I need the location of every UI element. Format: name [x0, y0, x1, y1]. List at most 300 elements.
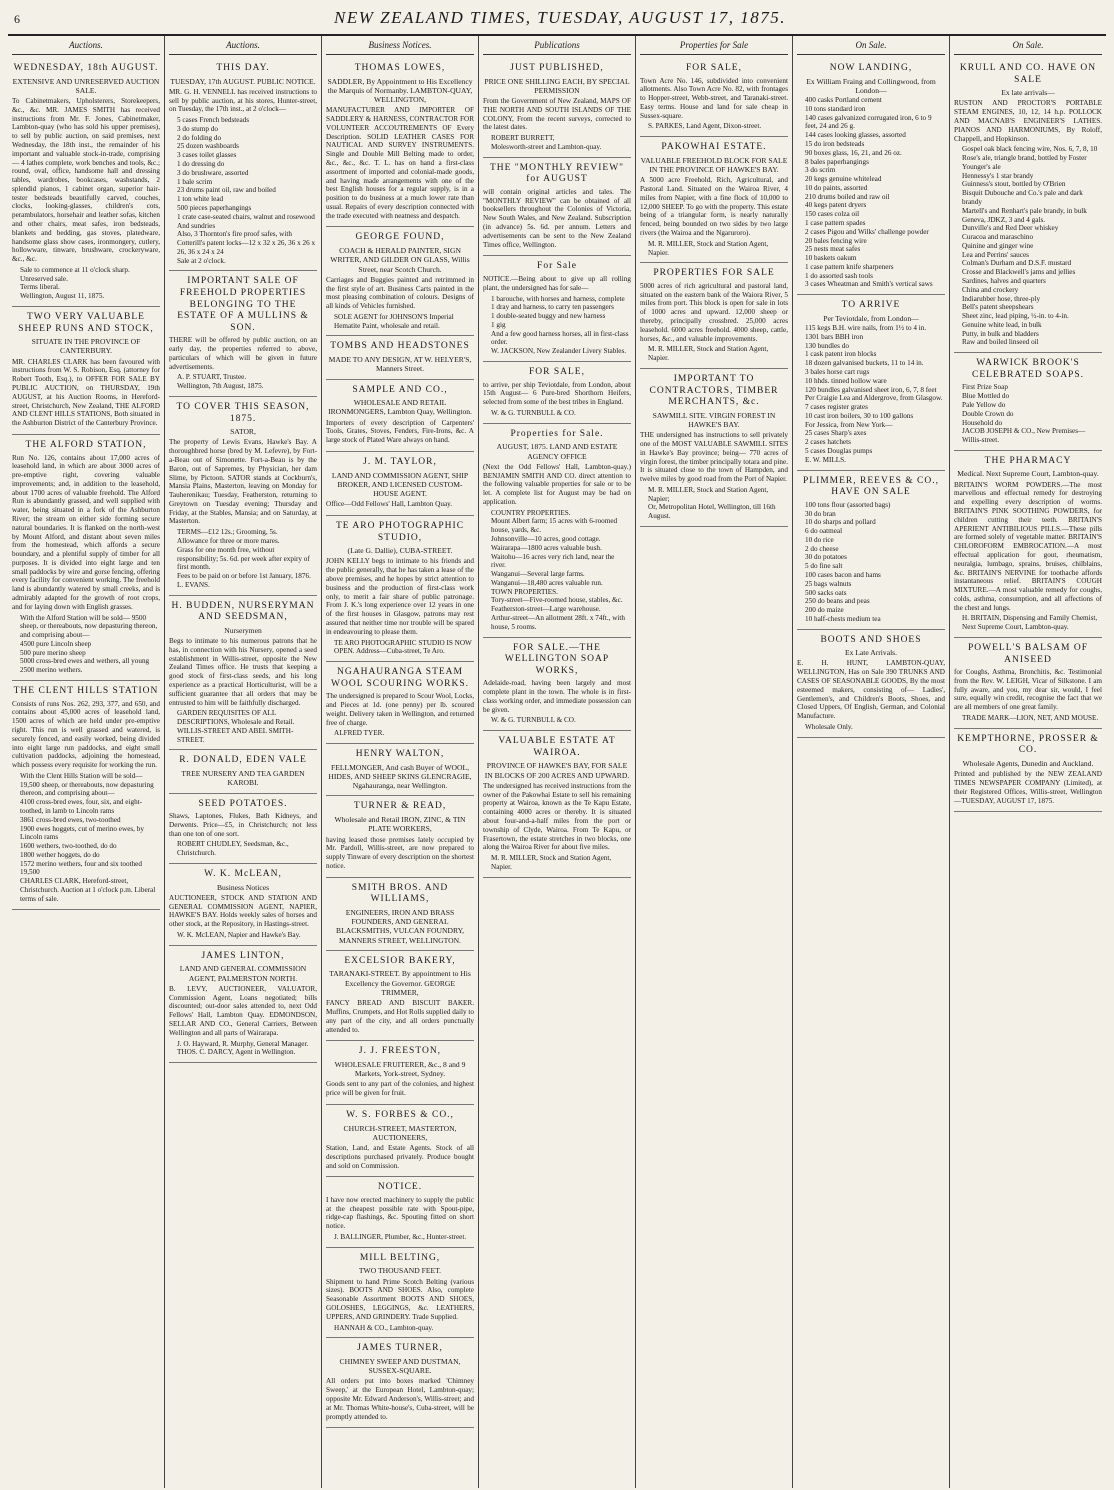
ad-subtitle: Wholesale Agents, Dunedin and Auckland.: [962, 758, 1094, 768]
ad-line-list: [491, 409, 631, 418]
ad-title: PLIMMER, REEVES & CO., HAVE ON SALE: [802, 475, 939, 498]
advertisement: [12, 58, 160, 307]
column-heading: On Sale.: [797, 38, 945, 55]
ad-body: Town Acre No. 146, subdivided into convenient allotments. Also Town Acre No. 82, with frontages to Hopper-street, Webb-street, and Taranaki-street. Easy terms. House and land for sale cheap in Sussex-square.: [640, 76, 788, 120]
ad-title: H. BUDDEN, NURSERYMAN AND SEEDSMAN,: [171, 600, 315, 623]
ad-body: Printed and published by the NEW ZEALAND TIMES NEWSPAPER COMPANY (Limited), at their Registered Offices, Willis-street, Wellington—TUESDAY, AUGUST 17, 1875.: [954, 770, 1102, 805]
ad-title: JUST PUBLISHED,: [510, 62, 604, 73]
ad-line: ROBERT CHUDLEY, Seedsman, &c., Christchurch.: [177, 840, 289, 858]
ad-subtitle: COACH & HERALD PAINTER, SIGN WRITER, AND GILDER ON GLASS, Willis Street, near Scotch Church.: [330, 246, 470, 274]
ad-body: Office—Odd Fellows' Hall, Lambton Quay.: [326, 500, 453, 509]
ad-title: HENRY WALTON,: [355, 749, 445, 760]
ad-line-list: [491, 509, 631, 632]
ad-body: RUSTON AND PROCTOR'S PORTABLE STEAM ENGINES, 10, 12, 14 h.p. POLLOCK AND MACNAB'S ENGINEER'S LATHES. PIANOS AND HARMONIUMS, By Roloff, Chappell, and Hopkinson.: [954, 99, 1102, 143]
ad-line: 130 bundles do: [805, 341, 849, 350]
ad-line: 25 bags walnuts: [805, 579, 852, 588]
ad-body: THE undersigned has instructions to sell privately one of the MOST VALUABLE SAWMILL SITES in Hawke's Bay province; being— 770 acres of virgin forest, the timber principally totara and pine. It is situated close to the town of Hampden, and twelve miles by good road from the Port of Napier.: [640, 431, 788, 484]
ad-line: 30 do potatoes: [805, 553, 847, 562]
ad-line: 15 do iron bedsteads: [805, 139, 865, 148]
advertisement: [483, 362, 631, 424]
advertisement: [326, 58, 474, 227]
ad-line: 1 do dressing do: [177, 160, 225, 169]
ad-line: Crosse and Blackwell's jams and jellies: [962, 268, 1076, 277]
ad-line: Martell's and Renhart's pale brandy, in bulk: [962, 206, 1087, 215]
ad-body: 5000 acres of rich agricultural and pastoral land, situated on the eastern bank of the Waiora River, 5 miles from port. This block is open for sale in lots of 1000 acres and upward. 12,000 sheep or thereby, principally crossbred. 25,000 acres leasehold. 6000 acres freehold. 4000 sheep, cattle, horses, &c., and valuable improvements.: [640, 281, 788, 343]
ad-title: IMPORTANT SALE OF FREEHOLD PROPERTIES BELONGING TO THE ESTATE OF A MULLINS & SON.: [177, 276, 309, 333]
ad-title: For Sale: [537, 261, 577, 272]
ad-line-list: [177, 709, 317, 744]
ad-line-list: [334, 639, 474, 657]
ad-line: 1 dray and harness, to carry ten passengers: [491, 303, 614, 312]
ad-line: Bell's patent sheepshears: [962, 303, 1034, 312]
ad-title: FOR SALE,: [686, 62, 742, 73]
ad-line-list: [177, 931, 317, 940]
ad-line: 2 do cheese: [805, 544, 839, 553]
ad-line: 3861 cross-bred ewes, two-toothed: [20, 815, 121, 824]
ad-title: R. DONALD, EDEN VALE: [179, 755, 307, 766]
masthead-title: NEW ZEALAND TIMES, TUESDAY, AUGUST 17, 1875.: [333, 8, 786, 27]
advertisement: [169, 864, 317, 946]
ad-line: 140 cases galvanized corrugated iron, 6 to 9 feet, 24 and 26 g.: [805, 113, 932, 131]
ad-body: MANUFACTURER AND IMPORTER OF SADDLERY & HARNESS, CONTRACTOR FOR VOLUNTEER ACCOUTREMENTS OF Every Description. SOLID LEATHER CASES FOR NAUTICAL AND SURVEY INSTRUMENTS. Single and Double Mill Belting made to order, &c., &c., &c. T. L. has on hand a first-class assortment of imported and colonial-made goods, and having made arrangements with one of the best English houses for a regular supply, is in a position to do business at a much lower rate than usual. Repairs of every description connected with the trade executed with neatness and despatch.: [326, 106, 474, 220]
ad-body: (Next the Odd Fellows' Hall, Lambton-quay.) BENJAMIN SMITH AND CO. direct attention to the following valuable properties for sale or to be let. A complete list for August may be had on application.: [483, 462, 631, 506]
ad-title: TO COVER THIS SEASON, 1875.: [176, 402, 310, 424]
ad-line: Molesworth-street and Lambton-quay.: [491, 142, 602, 151]
ad-title: NOTICE.: [377, 1182, 423, 1193]
ad-line: Johnsonville—10 acres, good cottage.: [491, 535, 601, 543]
ad-line: 3 do scrim: [805, 166, 836, 175]
ad-line: W. & G. TURNBULL & CO.: [491, 716, 576, 725]
ad-line: 10 half-chests medium tea: [805, 614, 881, 623]
ad-body: FANCY BREAD AND BISCUIT BAKER. Muffins, Crumpets, and Hot Rolls supplied daily to any part of the city, and all orders punctually attended to.: [326, 999, 474, 1034]
advertisement: [483, 731, 631, 877]
ad-title: SEED POTATOES.: [198, 798, 288, 809]
ad-subtitle: ENGINEERS, IRON AND BRASS FOUNDERS, AND GENERAL BLACKSMITHS, VULCAN FOUNDRY, MANNERS STREET, WELLINGTON.: [336, 907, 464, 945]
ad-line: ALFRED TYER.: [334, 729, 385, 738]
ad-line-list: [177, 116, 317, 265]
ad-subtitle: Wholesale and Retail IRON, ZINC, & TIN PLATE WORKERS,: [334, 815, 466, 834]
ad-line: W. K. McLEAN, Napier and Hawke's Bay.: [177, 930, 301, 939]
advertisement: [640, 263, 788, 369]
ad-line: Bisquit Dubouche and Co.'s pale and dark brandy: [962, 189, 1083, 206]
advertisement: [169, 271, 317, 397]
ad-line-list: [177, 1040, 317, 1058]
ad-line: J. BALLINGER, Plumber, &c., Hunter-street.: [334, 1233, 467, 1242]
advertisement: [326, 1248, 474, 1339]
ad-line: 4100 cross-bred ewes, four, six, and eight-toothed, in lamb to Lincoln rams: [20, 798, 143, 815]
ad-title: Properties for Sale.: [510, 428, 604, 439]
ad-subtitle: CHURCH-STREET, MASTERTON, AUCTIONEERS,: [343, 1123, 457, 1142]
ad-line: 100 tons flour (assorted bags): [805, 500, 891, 509]
ad-subtitle: Medical. Next Supreme Court, Lambton-quay.: [957, 469, 1099, 479]
ad-subtitle: TARANAKI-STREET. By appointment to His Excellency the Governor. GEORGE TRIMMER,: [329, 969, 471, 997]
advertisement: [326, 1177, 474, 1247]
ad-line: Geneva, JDKZ, 3 and 4 gals.: [962, 215, 1046, 224]
ad-line-list: [805, 723, 945, 732]
ad-line: 10 do paints, assorted: [805, 183, 868, 192]
ad-line: 250 do beans and peas: [805, 597, 870, 606]
ad-title: JAMES LINTON,: [201, 950, 285, 961]
ad-body: THERE will be offered by public auction, on an early day, the properties referred to above, particulars of which will be given in future advertisements.: [169, 336, 317, 371]
ad-subtitle: CHIMNEY SWEEP AND DUSTMAN, SUSSEX-SQUARE.: [339, 1356, 461, 1376]
ad-line: Indiarubber hose, three-ply: [962, 294, 1041, 303]
ad-line: 2 do folding do: [177, 133, 222, 142]
ad-line: Terms liberal.: [20, 283, 60, 292]
ad-line: 2 cases hatchets: [805, 438, 851, 447]
ad-title: TE ARO PHOTOGRAPHIC STUDIO,: [335, 521, 465, 543]
ad-subtitle: Business Notices: [216, 882, 270, 892]
ad-subtitle: TREE NURSERY AND TEA GARDEN KAROBI.: [181, 769, 305, 788]
ad-line: 1 cask patent iron blocks: [805, 350, 877, 359]
ad-line: Or, Metropolitan Hotel, Wellington, till 16th August.: [648, 503, 776, 521]
ad-line-list: [648, 486, 788, 521]
ad-line: M. R. MILLER, Stock and Station Agent, Napier.: [491, 854, 612, 871]
ad-line: TERMS—£12 12s.; Grooming, 5s.: [177, 528, 278, 537]
ad-line: 5 cases French bedsteads: [177, 116, 250, 125]
ad-line: HANNAH & CO., Lambton-quay.: [334, 1323, 434, 1332]
columns-container: [8, 36, 1106, 1488]
ad-line: 5 cases Douglas pumps: [805, 447, 873, 455]
advertisement: [797, 471, 945, 630]
ad-line: 1 ton white lead: [177, 195, 224, 204]
advertisement: [12, 681, 160, 910]
ad-line: 115 kegs B.H. wire nails, from 1½ to 4 in.: [805, 324, 927, 333]
column-6: [793, 36, 950, 1488]
ad-body: to arrive, per ship Teviotdale, from London, about 15th August— 6 Pure-bred Shorthorn Heifers, selected from some of the best tribes in England.: [483, 380, 631, 407]
advertisement: [169, 596, 317, 751]
advertisement: [326, 336, 474, 379]
ad-line: 7 cases register grates: [805, 403, 868, 412]
ad-line: Guinness's stout, bottled by O'Brien: [962, 180, 1066, 189]
ad-line: 1301 bars BBH iron: [805, 332, 864, 341]
column-heading: Auctions.: [169, 38, 317, 55]
ad-line: 90 boxes glass, 16, 21, and 26 oz.: [805, 148, 902, 157]
ad-title: PAKOWHAI ESTATE.: [661, 142, 767, 153]
ad-subtitle: SADDLER, By Appointment to His Excellency the Marquis of Normanby. LAMBTON-QUAY, WELLINGTON,: [327, 76, 473, 105]
ad-title: NOW LANDING,: [829, 62, 913, 73]
column-7: [950, 36, 1106, 1488]
ad-line: 30 do bran: [805, 509, 836, 518]
column-1: [8, 36, 165, 1488]
ad-line: 1 bale scrim: [177, 177, 213, 186]
advertisement: [326, 452, 474, 516]
advertisement: [640, 58, 788, 137]
ad-body: for Coughs, Asthma, Bronchitis, &c. Testimonial from the Rev. W. LEIGH, Vicar of Silkstone. I am fully aware, and you, my dear sir, would, I feel sure, equally win credit, recognise the fact that we are all members of one great family.: [954, 668, 1102, 712]
ad-title: JAMES TURNER,: [357, 1343, 443, 1354]
column-4: [479, 36, 636, 1488]
advertisement: [326, 878, 474, 951]
ad-line: M. R. MILLER, Stock and Station Agent, Napier.: [648, 345, 769, 363]
ad-line: Raw and boiled linseed oil: [962, 338, 1039, 347]
advertisement: [326, 1041, 474, 1105]
ad-line: 1 case pattern knife sharpeners: [805, 262, 894, 271]
advertisement: [483, 638, 631, 732]
ad-title: MILL BELTING,: [359, 1252, 441, 1263]
column-heading: Publications: [483, 38, 631, 55]
ad-subtitle: Ex Late Arrivals.: [844, 648, 898, 658]
ad-line-list: [805, 501, 945, 624]
page-number: 6: [14, 12, 20, 26]
ad-line-list: [491, 716, 631, 725]
ad-title: THE CLENT HILLS STATION: [13, 686, 159, 697]
ad-line: 10 hhds. tinned hollow ware: [805, 376, 887, 385]
ad-line: Featherston-street—Large warehouse.: [491, 605, 601, 614]
ad-line: Wellington, 7th August, 1875.: [177, 382, 264, 391]
ad-body: Importers of every description of Carpenters' Tools, Grates, Stoves, Fenders, Fire-Irons, &c. A large stock of Plated Ware always on hand.: [326, 418, 474, 445]
ad-line: 1900 ewes hoggets, cut of merino ewes, by Lincoln rams: [20, 824, 144, 842]
advertisement: [326, 1105, 474, 1177]
ad-body: Run No. 126, contains about 17,000 acres of leasehold land, in which are about 3000 acres of pre-emptive right, covering valuable improvements; and, in addition to the leasehold, about 1700 acres of valuable freehold. The Alford Run is abundantly grassed, and well supplied with water, being situated in a fork of the Ashburton River; the stream on either side forming secure natural boundaries. It is flanked on the north-west by Mount Alford, and distant about seven miles from the homestead, which affords a secure boundary, and a plentiful supply of timber for all purposes. It is divided into eight large and ten small paddocks by wire and gorse fencing, offering every facility for convenient working. The freehold land is abundantly watered by small creeks, and is admirably adapted for the growth of root crops, and for laying down with English grasses.: [12, 453, 160, 611]
ad-title: TO ARRIVE: [841, 300, 901, 311]
ad-subtitle: LAND AND COMMISSION AGENT, SHIP BROKER, AND LICENSED CUSTOM-HOUSE AGENT.: [331, 470, 469, 499]
ad-title: THE ALFORD STATION,: [25, 439, 147, 450]
ad-title: WARWICK BROOK'S CELEBRATED SOAPS.: [971, 358, 1084, 380]
ad-line-list: [20, 266, 160, 301]
advertisement: [169, 750, 317, 793]
ad-body: I have now erected machinery to supply the public at the cheapest possible rate with Spout-pipe, ridge-cap flashings, &c. Spouting fitted on short notice.: [326, 1195, 474, 1231]
ad-line: 1800 wether hoggets, do do: [20, 850, 100, 859]
ad-line: 6 do oatmeal: [805, 527, 843, 536]
ad-line: SOLE AGENT for JOHNSON'S Imperial Hematite Paint, wholesale and retail.: [334, 312, 454, 330]
ad-line: Curacoa and maraschino: [962, 233, 1034, 242]
ad-line: Younger's ale: [962, 162, 1001, 171]
ad-body: Adelaide-road, having been largely and most complete plant in the town. The whole is in first-class working order, and immediate possession can be given.: [483, 679, 631, 714]
ad-body: E. H. HUNT, LAMBTON-QUAY, WELLINGTON, Has on Sale 390 TRUNKS AND CASES OF SEASONABLE GOODS, By the most esteemed makers, consisting of— Ladies', Gentlemen's, and Children's Boots, Shoes, and Closed Uppers, Of English, German, and Colonial Manufacture.: [797, 659, 945, 721]
ad-line-list: [805, 324, 945, 465]
ad-line: 500 pure merino sheep: [20, 648, 86, 657]
ad-line-list: [491, 134, 631, 152]
ad-line: M. R. MILLER, Stock and Station Agent, Napier;: [648, 485, 769, 503]
ad-line: Grass for one month free, without responsibility; 5s. 6d. per week after expiry of first month.: [177, 545, 310, 572]
ad-subtitle: (Late G. Dallie), CUBA-STREET.: [347, 546, 453, 556]
ad-subtitle: PRICE ONE SHILLING EACH, BY SPECIAL PERMISSION: [484, 76, 630, 95]
ad-subtitle: TWO THOUSAND FEET.: [358, 1266, 442, 1276]
advertisement: [326, 662, 474, 744]
ad-line: 4500 pure Lincoln sheep: [20, 639, 92, 648]
ad-line: 400 casks Portland cement: [805, 96, 882, 105]
ad-line: Sale to commence at 11 o'clock sharp.: [20, 265, 130, 274]
ad-subtitle: SAWMILL SITE. VIRGIN FOREST IN HAWKE'S BAY.: [652, 410, 776, 429]
ad-body: Carriages and Buggies painted and retrimmed in the first style of art. Business Carts painted in the most pleasing combination of colours. Designs of all kinds of Vehicles furnished.: [326, 275, 474, 311]
ad-line-list: [334, 1324, 474, 1333]
ad-line: Wholesale Only.: [805, 722, 853, 731]
ad-line: TRADE MARK—LION, NET, AND MOUSE.: [962, 714, 1099, 723]
column-heading: Properties for Sale: [640, 38, 788, 55]
ad-body: All orders put into boxes marked 'Chimney Sweep,' at the European Hotel, Lambton-quay; opposite Mr. Edward Anderson's, Willis-street; and at Mr. Thomas White-house's, Cuba-street, will be promptly attended to.: [326, 1377, 474, 1421]
advertisement: [326, 227, 474, 336]
ad-line-list: [805, 96, 945, 289]
ad-line: Rose's ale, triangle brand, bottled by Foster: [962, 154, 1087, 163]
ad-line-list: [962, 383, 1102, 444]
ad-line: 20 bales fencing wire: [805, 236, 867, 245]
ad-line-list: [491, 854, 631, 872]
column-heading: Business Notices.: [326, 38, 474, 55]
ad-line: 8 bales paperhangings: [805, 157, 869, 166]
ad-line: 1572 merino wethers, four and six toothed: [20, 859, 142, 868]
ad-line: 3 do stump do: [177, 124, 218, 133]
ad-subtitle: Ex late arrivals—: [1001, 88, 1055, 98]
ad-line: J. O. Hayward, R. Murphy, General Manager. THOS. C. DARCY, Agent in Wellington.: [177, 1039, 309, 1057]
ad-line-list: [648, 122, 788, 131]
ad-line: 40 kegs patent dryers: [805, 201, 867, 210]
advertisement: [483, 58, 631, 158]
ad-subtitle: WHOLESALE FRUITERER, &c., 8 and 9 Markets, York-street, Sydney.: [334, 1059, 466, 1079]
advertisement: [326, 380, 474, 452]
ad-line-list: [491, 295, 631, 356]
ad-line-list: [334, 729, 474, 738]
ad-body: B. LEVY, AUCTIONEER, VALUATOR, Commission Agent, Loans negotiated; bills discounted; out-door sales attended to, next Odd Fellows' Hall, Lambton Quay. EDMONDSON, SELLAR AND CO., General Carriers, Between Wellington and all parts of Wairarapa.: [169, 984, 317, 1037]
ad-line: CHARLES CLARK, Hereford-street, Christchurch. Auction at 1 o'clock p.m. Liberal terms of sale.: [20, 877, 156, 903]
ad-line: Also, 3 Thornton's fire proof safes, with Cotterill's patent locks—12 x 32 x 26, 36 x 26 x 26, 36 x 24 x 24: [177, 230, 316, 256]
ad-title: BOOTS AND SHOES: [820, 634, 922, 645]
advertisement: [483, 424, 631, 638]
advertisement: [326, 1338, 474, 1428]
ad-line: 1 double-seated buggy and new harness: [491, 312, 606, 321]
advertisement: [483, 256, 631, 362]
ad-line: Genuine white lead, in bulk: [962, 320, 1042, 329]
ad-line: M. R. MILLER, Stock and Station Agent, Napier.: [648, 239, 769, 257]
advertisement: [640, 369, 788, 527]
ad-line: H. BRITAIN, Dispensing and Family Chemist, Next Supreme Court, Lambton-quay.: [962, 614, 1098, 632]
ad-body: MR. G. H. VENNELL has received instructions to sell by public auction, at his stores, Hunter-street, on Tuesday, the 17th inst., at 2 o'clock—: [169, 87, 317, 114]
ad-line: 3 cases Wheatman and Smith's vertical saws: [805, 280, 933, 289]
ad-line: 100 cases bacon and hams: [805, 570, 881, 579]
ad-body: To Cabinetmakers, Upholsterers, Storekeepers, &c., &c. MR. JAMES SMITH has received instructions from Mr. F. Jones, Cabinetmaker, Lambton-quay (who has sold his upper premises), to sell by public auction, on said premises, next Wednesday, the 18th inst., the remainder of his important and valuable stock-in-trade, comprising— 4 lathes complete, work benches and tools, &c.; round, oval, office, handsome hall and dressing tables, wardrobes, bookcases, washstands, 2 splendid pianos, 1 cabinet organ, superior hair-tester bedsteads beautifully carved, couches, clocks, looking-glasses, children's cots, perambulators, horsehair and leather sofas, kitchen and other chairs, meat safes, iron bedsteads, blankets and bedding, gas stoves, platedware, handsome glass show cases, ironmongery, cutlery, hollowware, tinware, brushware, crockeryware, &c., &c.: [12, 97, 160, 264]
ad-title: TOMBS AND HEADSTONES: [330, 341, 470, 352]
ad-body: BRITAIN'S WORM POWDERS.—The most marvellous and effectual remedy for destroying and expelling every description of worms. BRITAIN'S PINK SOOTHING POWDERS, for children cutting their teeth. BRITAIN'S APERIENT ANTIBILIOUS PILLS.—These pills are formed solely of vegetable matter. BRITAIN'S CHLOROFORM EMBROCATION.—A most effectual application for gout, rheumatism, neuralgia, lumbago, sprains, bruises, chilblains, &c. BRITAIN'S NERVINE for toothache affords instantaneous relief. BRITAIN'S COUGH MIXTURE.—A most valuable remedy for coughs, colds, asthma, consumption, and all affections of the chest and lungs.: [954, 480, 1102, 612]
ad-title: J. J. FREESTON,: [358, 1046, 442, 1057]
advertisement: [326, 951, 474, 1041]
advertisement: [12, 435, 160, 681]
ad-line: Sheet zinc, lead piping, ½-in. to 4-in.: [962, 312, 1069, 321]
ad-line: Household do: [962, 418, 1003, 427]
ad-line: 200 do maize: [805, 606, 844, 615]
advertisement: [169, 946, 317, 1063]
ad-body: Goods sent to any part of the colonies, and highest price will be given for fruit.: [326, 1080, 474, 1098]
ad-subtitle: AUGUST, 1875. LAND AND ESTATE AGENCY OFFICE: [496, 442, 618, 461]
ad-line: A. P. STUART, Trustee.: [177, 373, 247, 382]
ad-line: 3 bales horse cart rugs: [805, 367, 870, 376]
ad-line: ROBERT BURRETT,: [491, 134, 555, 143]
ad-title: SMITH BROS. AND WILLIAMS,: [351, 882, 449, 905]
ad-line: Double Crown do: [962, 409, 1014, 418]
ad-line: Putty, in bulk and bladders: [962, 329, 1039, 338]
ad-subtitle: SITUATE IN THE PROVINCE OF CANTERBURY.: [31, 337, 141, 356]
ad-title: NGAHAURANGA STEAM WOOL SCOURING WORKS.: [331, 667, 469, 689]
ad-title: THIS DAY.: [216, 62, 270, 73]
ad-line-list: [20, 772, 160, 904]
ad-line-list: [177, 528, 317, 589]
ad-line: 3 do brushware, assorted: [177, 168, 249, 177]
ad-subtitle: SATOR,: [230, 427, 256, 437]
ad-line: 23 drums paint oil, raw and boiled: [177, 186, 276, 195]
ad-line: 1 do assorted sash tools: [805, 271, 873, 280]
ad-subtitle: PROVINCE OF HAWKE'S BAY, FOR SALE IN BLOCKS OF 200 ACRES AND UPWARD.: [484, 761, 630, 780]
ad-line: 2500 merino wethers.: [20, 666, 83, 675]
ad-body: JOHN KELLY begs to intimate to his friends and the public generally, that he has taken a lease of the above premises, and he hopes by strict attention to business and the production of first-class work only, to merit a fair share of public patronage. From J. K.'s long experience over 12 years in one of the first houses in Glasgow, patrons may rest assured that neither time nor trouble will be spared in endeavouring to please them.: [326, 557, 474, 636]
advertisement: [169, 794, 317, 864]
ad-line: Wellington, August 11, 1875.: [20, 292, 105, 301]
ad-body: having leased those premises lately occupied by Mr. Pardoll, Willis-street, are now prepared to supply Tinware of every description on the shortest notice.: [326, 835, 474, 870]
ad-title: J. M. TAYLOR,: [363, 456, 437, 467]
ad-line-list: [20, 614, 160, 675]
ad-body: NOTICE.—Being about to give up all rolling plant, the undersigned has for sale—: [483, 274, 631, 292]
ad-title: GEORGE FOUND,: [355, 232, 445, 243]
advertisement: [326, 516, 474, 662]
ad-line: TOWN PROPERTIES.: [491, 587, 558, 596]
ad-line: 120 bundles galvanised sheet iron, 6, 7, 8 feet: [805, 385, 937, 394]
ad-line: Per Craigie Lea and Aldergrove, from Glasgow.: [805, 394, 943, 403]
ad-title: IMPORTANT TO CONTRACTORS, TIMBER MERCHANTS, &c.: [649, 373, 779, 408]
ad-title: SAMPLE AND CO.,: [352, 384, 448, 395]
ad-subtitle: WHOLESALE AND RETAIL IRONMONGERS, Lambton Quay, Wellington.: [328, 398, 472, 417]
ad-title: THE PHARMACY: [984, 455, 1072, 466]
advertisement: [326, 744, 474, 796]
ad-line-list: [648, 240, 788, 258]
advertisement: [797, 295, 945, 470]
ad-title: W. K. McLEAN,: [204, 869, 282, 880]
ad-title: THOMAS LOWES,: [354, 62, 446, 73]
ad-line: Arthur-street—An allotment 28ft. x 74ft., with house, 5 rooms.: [491, 614, 625, 631]
ad-line: Dunville's and Red Deer whiskey: [962, 224, 1059, 233]
ad-line: 10 cast iron boilers, 30 to 100 gallons: [805, 411, 914, 420]
ad-line: WILLIS-STREET AND ABEL SMITH-STREET.: [177, 726, 294, 744]
ad-subtitle: Per Teviotdale, from London—: [823, 313, 919, 323]
ad-title: KRULL AND CO. HAVE ON SALE: [959, 62, 1097, 85]
ad-line: Mount Albert farm; 15 acres with 6-roomed house, yards, &c.: [491, 517, 618, 535]
ad-line: W. JACKSON, New Zealander Livery Stables.: [491, 347, 627, 356]
ad-line: 10 baskets oakum: [805, 254, 857, 263]
ad-line-list: [177, 373, 317, 391]
ad-title: FOR SALE,: [529, 366, 585, 377]
ad-line: TE ARO PHOTOGRAPHIC STUDIO IS NOW OPEN. Address—Cuba-street, Te Aro.: [334, 638, 472, 656]
ad-line: 18 dozen galvanised buckets, 11 to 14 in.: [805, 359, 924, 368]
ad-line: Pale Yellow do: [962, 400, 1006, 409]
column-heading: On Sale.: [954, 38, 1102, 55]
ad-line: 3 cases toilet glasses: [177, 151, 237, 160]
ad-title: EXCELSIOR BAKERY,: [344, 955, 456, 966]
ad-line: 10 do rice: [805, 535, 834, 544]
ad-subtitle: LAND AND GENERAL COMMISSION AGENT, PALMERSTON NORTH.: [179, 964, 307, 983]
ad-line: Lea and Perrins' sauces: [962, 250, 1029, 259]
advertisement: [954, 729, 1102, 813]
ad-body: The undersigned is prepared to Scour Wool, Locks, and Pieces at 1d. (one penny) per lb. scoured weight. Delivery taken in Wellington, and returned free of charge.: [326, 692, 474, 727]
ad-line: 1 case pattern spades: [805, 218, 866, 227]
ad-line: Wanganui—18,480 acres valuable run.: [491, 578, 603, 587]
ad-line: 1600 wethers, two-toothed, do do: [20, 842, 117, 851]
ad-line: Blue Mottled do: [962, 392, 1010, 401]
ad-line: 5 do fine salt: [805, 562, 843, 571]
ad-line: For Jessica, from New York—: [805, 420, 893, 429]
ad-title: TURNER & READ,: [353, 801, 447, 812]
ad-body: Station, Land, and Estate Agents. Stock of all descriptions purchased privately. Produce bought and sold on Commission.: [326, 1144, 474, 1170]
advertisement: [954, 451, 1102, 638]
ad-subtitle: MADE TO ANY DESIGN, AT W. HELYER'S, Manners Street.: [328, 355, 472, 374]
ad-line-list: [648, 345, 788, 363]
ad-subtitle: EXTENSIVE AND UNRESERVED AUCTION SALE.: [12, 76, 160, 95]
ad-line-list: [962, 614, 1102, 632]
ad-line: Unreserved sale.: [20, 274, 68, 283]
ad-title: THE "MONTHLY REVIEW" for AUGUST: [489, 162, 625, 185]
advertisement: [797, 630, 945, 738]
ad-line: Hennessy's 1 star brandy: [962, 171, 1034, 180]
column-2: [165, 36, 322, 1488]
advertisement: [954, 353, 1102, 451]
ad-line: 10 do sharps and pollard: [805, 518, 876, 527]
ad-line: Allowance for three or more mares.: [177, 537, 280, 545]
ad-line: Colman's Durham and D.S.F. mustard: [962, 259, 1072, 268]
ad-line: 2 cases Pigou and Wilks' challenge powder: [805, 227, 929, 236]
